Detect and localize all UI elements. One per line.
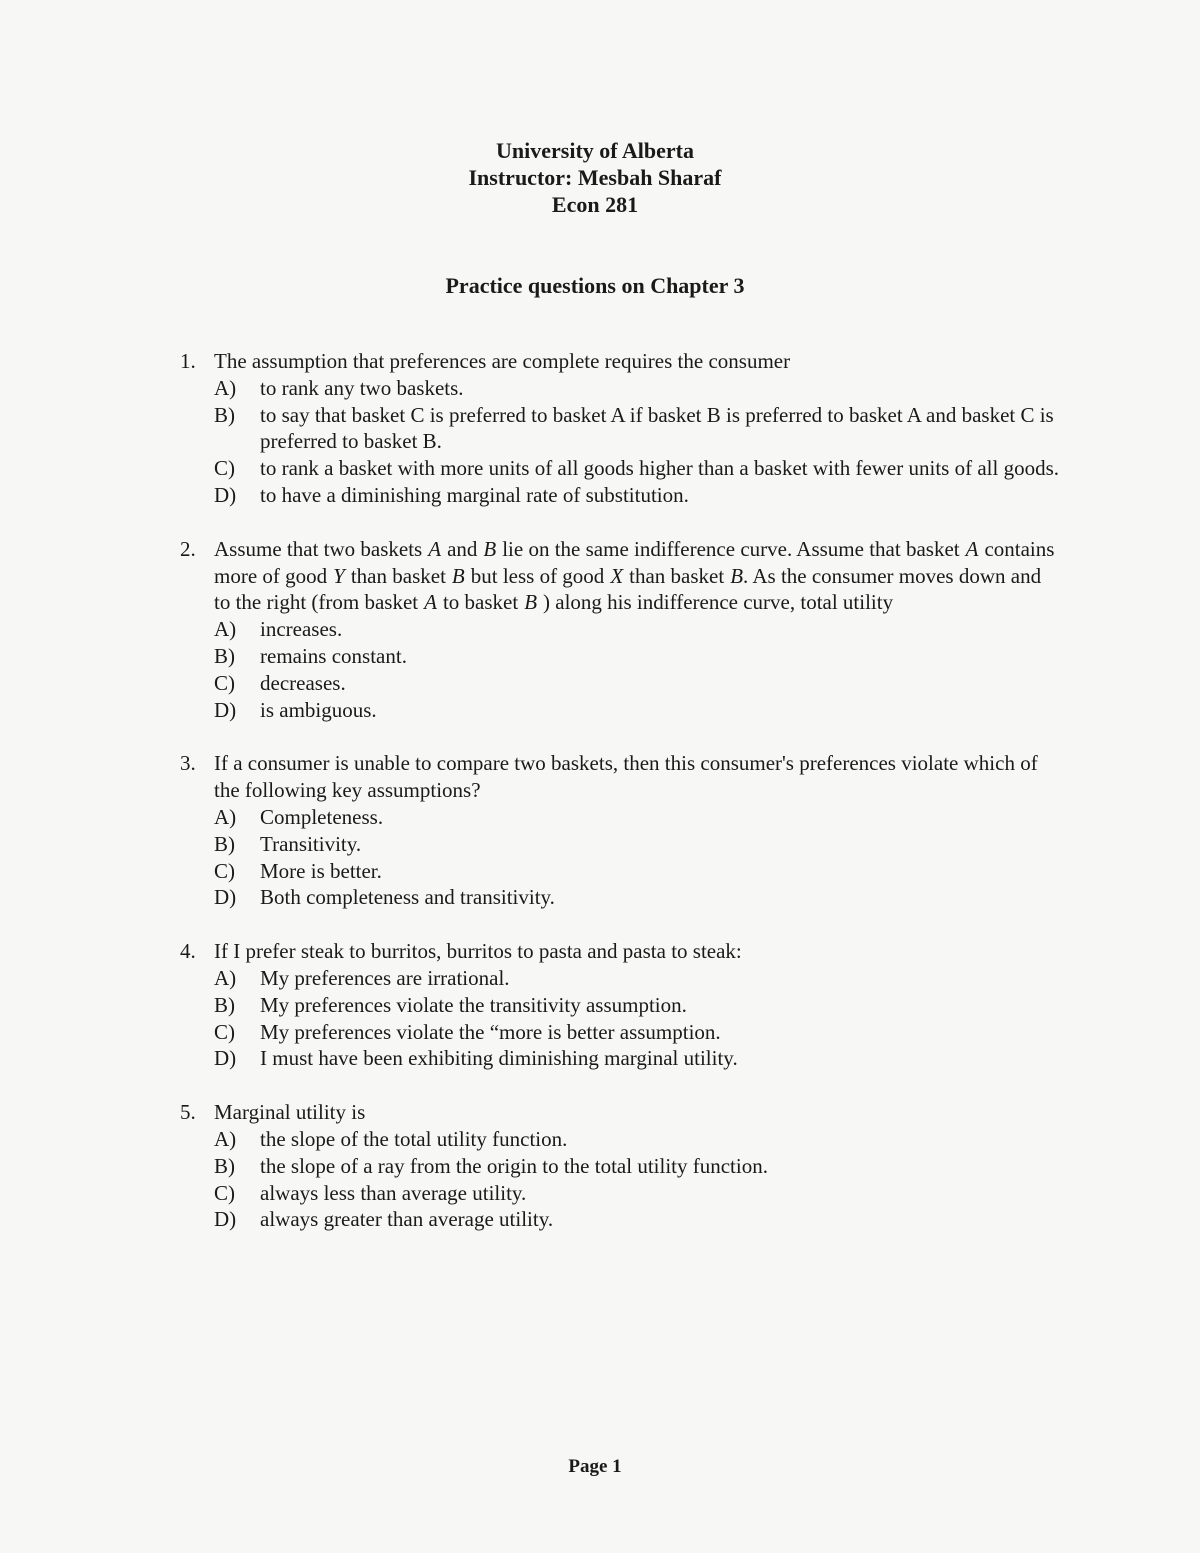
- question-text-part: Assume that two baskets: [214, 536, 423, 561]
- question-number: 3.: [180, 751, 196, 776]
- question-text: Marginal utility is: [214, 1100, 366, 1125]
- option-letter: B): [214, 992, 235, 1017]
- option-c: [214, 455, 1060, 482]
- page-number: Page 1: [568, 1456, 622, 1477]
- question-text-part: than basket: [350, 563, 446, 588]
- option-d: [214, 884, 1060, 911]
- option-letter: B): [214, 402, 235, 427]
- option-letter: A): [214, 1126, 237, 1151]
- question-text-part: ) along his indifference curve, total utility: [543, 590, 894, 615]
- question-text-part: than basket: [629, 563, 725, 588]
- question-5: [180, 1099, 1060, 1233]
- instructor-name: Instructor: Mesbah Sharaf: [468, 165, 722, 190]
- option-letter: D): [214, 482, 237, 507]
- option-a: [214, 375, 1060, 402]
- option-text: the slope of the total utility function.: [260, 1126, 568, 1151]
- option-text: to rank a basket with more units of all goods higher than a basket with fewer units of all goods.: [260, 456, 1059, 481]
- question-number: 5.: [180, 1100, 196, 1125]
- option-letter: D): [214, 697, 237, 722]
- option-c: [214, 1019, 1060, 1046]
- option-letter: B): [214, 643, 235, 668]
- option-a: [214, 1126, 1060, 1153]
- option-text: I must have been exhibiting diminishing marginal utility.: [260, 1046, 738, 1071]
- document-subtitle: Practice questions on Chapter 3: [445, 273, 745, 298]
- variable-label: Y: [333, 563, 345, 588]
- option-text: Both completeness and transitivity.: [260, 885, 555, 910]
- question-text: If a consumer is unable to compare two baskets, then this consumer's preferences violate which of the following key assumptions?: [214, 751, 1038, 803]
- university-name: University of Alberta: [496, 138, 694, 163]
- option-letter: A): [214, 804, 237, 829]
- option-c: [214, 670, 1060, 697]
- question-text-part: contains more of good: [214, 536, 1055, 588]
- question-text-part: . As the consumer moves down and to the right (from basket: [214, 563, 1042, 615]
- option-b: [214, 992, 1060, 1019]
- option-b: [214, 1153, 1060, 1180]
- question-text: [214, 536, 1060, 616]
- option-letter: C): [214, 1019, 235, 1044]
- variable-label: A: [428, 536, 442, 561]
- option-c: [214, 858, 1060, 885]
- option-letter: C): [214, 858, 235, 883]
- option-d: [214, 482, 1060, 509]
- option-text: My preferences are irrational.: [260, 965, 510, 990]
- variable-label: B: [451, 563, 465, 588]
- option-text: increases.: [260, 617, 343, 642]
- option-letter: C): [214, 1180, 235, 1205]
- option-d: [214, 1045, 1060, 1072]
- option-text: decreases.: [260, 670, 346, 695]
- variable-label: X: [610, 563, 624, 588]
- option-letter: B): [214, 1153, 235, 1178]
- option-b: [214, 831, 1060, 858]
- option-text: Completeness.: [260, 804, 384, 829]
- option-a: [214, 804, 1060, 831]
- question-text-part: and: [447, 536, 478, 561]
- question-text-part: but less of good: [470, 563, 605, 588]
- option-c: [214, 1180, 1060, 1207]
- option-text: to rank any two baskets.: [260, 375, 464, 400]
- option-text: is ambiguous.: [260, 697, 377, 722]
- option-letter: C): [214, 456, 235, 481]
- question-number: 4.: [180, 939, 196, 964]
- course-code: Econ 281: [551, 192, 639, 217]
- option-letter: A): [214, 965, 237, 990]
- option-letter: B): [214, 831, 235, 856]
- option-letter: D): [214, 1046, 237, 1071]
- option-a: [214, 965, 1060, 992]
- variable-label: B: [524, 590, 538, 615]
- option-text: always less than average utility.: [260, 1180, 527, 1205]
- option-text: My preferences violate the transitivity assumption.: [260, 992, 687, 1017]
- option-text: to say that basket C is preferred to basket A if basket B is preferred to basket A and basket C is preferred to basket B.: [260, 402, 1054, 454]
- option-letter: A): [214, 617, 237, 642]
- question-4: [180, 938, 1060, 1072]
- option-text: to have a diminishing marginal rate of substitution.: [260, 482, 689, 507]
- question-text-part: lie on the same indifference curve. Assume that basket: [502, 536, 960, 561]
- option-text: My preferences violate the “more is better assumption.: [260, 1019, 721, 1044]
- option-b: [214, 643, 1060, 670]
- question-2: [180, 536, 1060, 724]
- option-letter: D): [214, 1207, 237, 1232]
- option-letter: D): [214, 885, 237, 910]
- option-text: Transitivity.: [260, 831, 362, 856]
- variable-label: A: [965, 536, 979, 561]
- variable-label: B: [483, 536, 497, 561]
- question-1: [180, 348, 1060, 509]
- question-list: [180, 348, 1060, 1260]
- option-b: [214, 402, 1060, 456]
- question-3: [180, 750, 1060, 911]
- question-text: If I prefer steak to burritos, burritos to pasta and pasta to steak:: [214, 939, 742, 964]
- option-letter: C): [214, 670, 235, 695]
- option-text: always greater than average utility.: [260, 1207, 554, 1232]
- variable-label: A: [424, 590, 437, 615]
- question-text: The assumption that preferences are complete requires the consumer: [214, 349, 791, 373]
- option-d: [214, 697, 1060, 724]
- question-number: 2.: [180, 536, 196, 561]
- option-d: [214, 1206, 1060, 1233]
- option-letter: A): [214, 375, 237, 400]
- option-text: remains constant.: [260, 643, 407, 668]
- option-a: [214, 616, 1060, 643]
- document-header: [0, 137, 1190, 218]
- variable-label: B: [730, 563, 744, 588]
- question-number: 1.: [180, 349, 196, 373]
- option-text: the slope of a ray from the origin to the total utility function.: [260, 1153, 768, 1178]
- option-text: More is better.: [260, 858, 382, 883]
- question-text-part: to basket: [442, 590, 519, 615]
